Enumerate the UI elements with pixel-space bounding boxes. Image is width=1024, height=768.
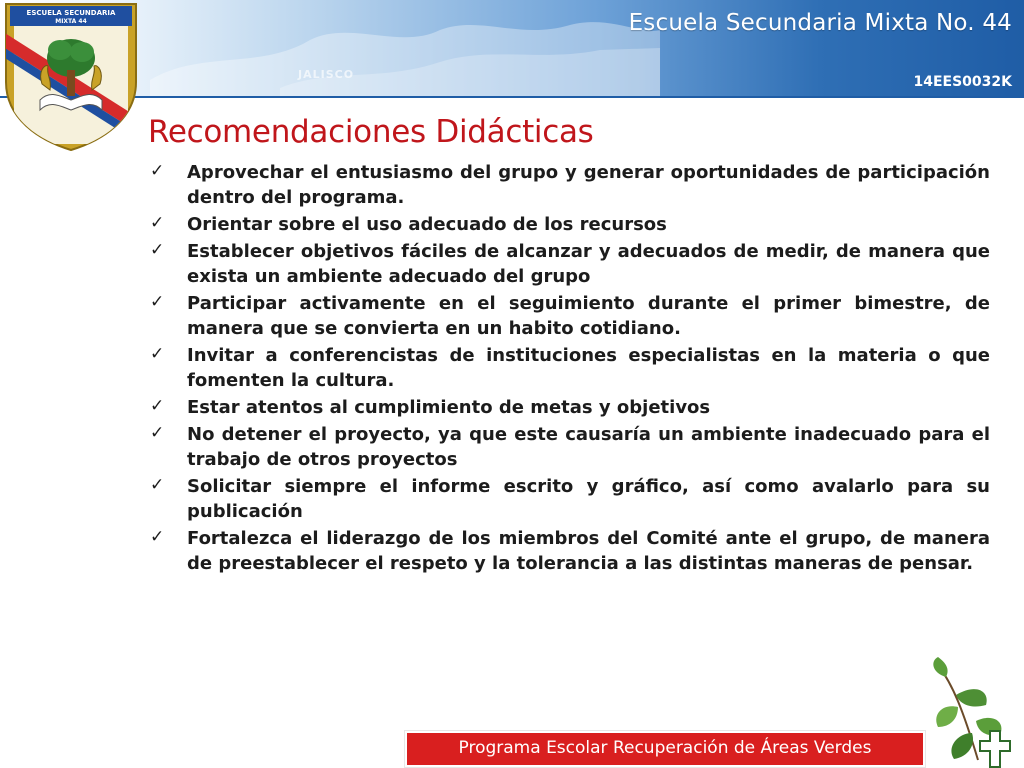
check-icon: ✓ <box>150 344 165 364</box>
header-banner <box>0 0 1024 98</box>
list-item <box>150 343 990 393</box>
list-item-text: Aprovechar el entusiasmo del grupo y generar oportunidades de participación dentro del programa. <box>187 162 990 208</box>
list-item-text: Orientar sobre el uso adecuado de los recursos <box>187 214 667 235</box>
list-item <box>150 395 990 420</box>
program-banner <box>405 731 925 767</box>
list-item-text: Participar activamente en el seguimiento durante el primer bimestre, de manera que se convierta en un habito cotidiano. <box>187 293 990 339</box>
school-crest-logo <box>0 0 142 152</box>
school-code: 14EES0032K <box>913 74 1012 90</box>
list-item-text: Estar atentos al cumplimiento de metas y objetivos <box>187 397 711 418</box>
list-item-text: Solicitar siempre el informe escrito y gráfico, así como avalarlo para su publicación <box>187 476 990 522</box>
header-title: Escuela Secundaria Mixta No. 44 <box>628 10 1012 36</box>
svg-text:ESCUELA SECUNDARIA: ESCUELA SECUNDARIA <box>26 9 116 17</box>
page-title: Recomendaciones Didácticas <box>148 114 594 150</box>
header-watermark: JALISCO <box>298 68 355 81</box>
list-item <box>150 526 990 576</box>
list-item <box>150 291 990 341</box>
svg-text:MIXTA 44: MIXTA 44 <box>55 18 87 25</box>
check-icon: ✓ <box>150 396 165 416</box>
check-icon: ✓ <box>150 527 165 547</box>
check-icon: ✓ <box>150 161 165 181</box>
check-icon: ✓ <box>150 475 165 495</box>
check-icon: ✓ <box>150 213 165 233</box>
list-item-text: Fortalezca el liderazgo de los miembros del Comité ante el grupo, de manera de preestablecer el respeto y la tolerancia a las distintas maneras de pensar. <box>187 528 990 574</box>
list-item-text: Invitar a conferencistas de instituciones especialistas en la materia o que fomenten la cultura. <box>187 345 990 391</box>
list-item <box>150 422 990 472</box>
list-item-text: No detener el proyecto, ya que este causaría un ambiente inadecuado para el trabajo de otros proyectos <box>187 424 990 470</box>
check-icon: ✓ <box>150 240 165 260</box>
program-name: Programa Escolar Recuperación de Áreas Verdes <box>458 738 872 758</box>
check-icon: ✓ <box>150 423 165 443</box>
list-item <box>150 239 990 289</box>
check-icon: ✓ <box>150 292 165 312</box>
leaf-and-cross-icon <box>928 655 1024 768</box>
list-item <box>150 474 990 524</box>
list-item-text: Establecer objetivos fáciles de alcanzar y adecuados de medir, de manera que exista un ambiente adecuado del grupo <box>187 241 990 287</box>
map-decoration-icon <box>140 10 660 98</box>
list-item <box>150 212 990 237</box>
recommendations-list <box>150 160 990 578</box>
list-item <box>150 160 990 210</box>
header-divider <box>0 96 1024 98</box>
